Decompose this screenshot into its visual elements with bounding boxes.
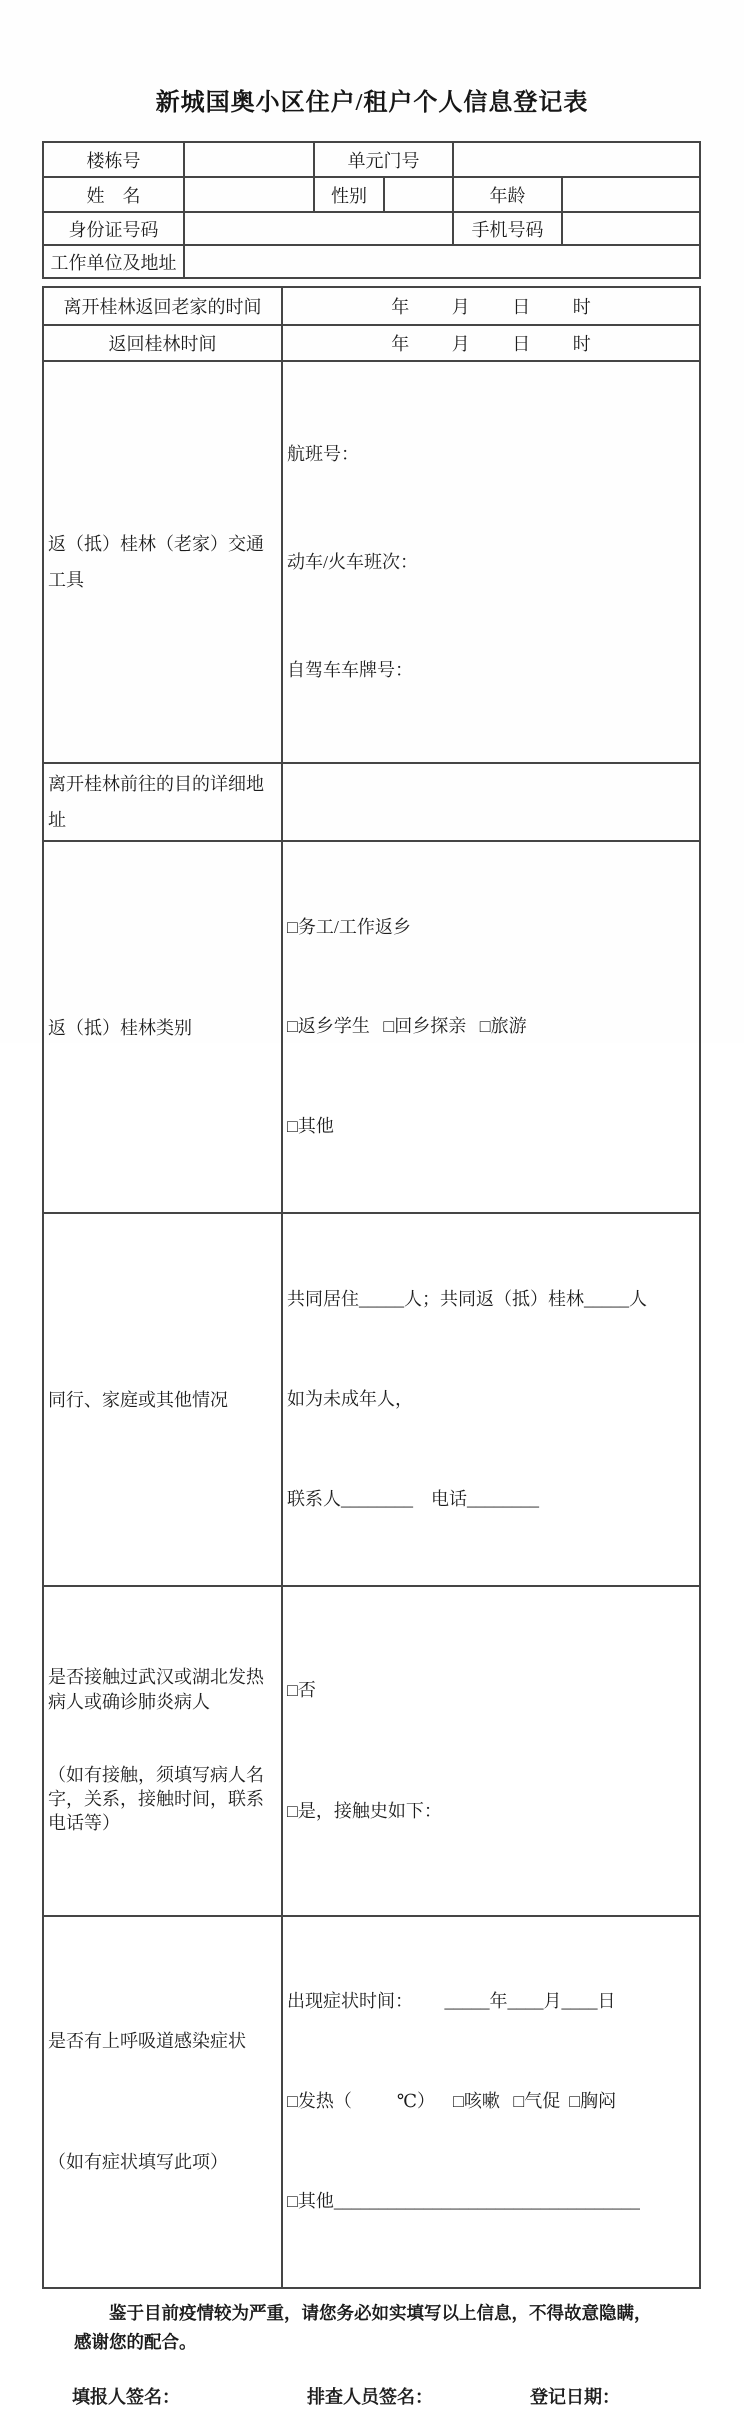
table-row [43,287,700,325]
transport-label: 返（抵）桂林（老家）交通工具 [43,361,282,763]
return-time-label: 返回桂林时间 [43,325,282,361]
table-row [43,763,700,841]
category-label: 返（抵）桂林类别 [43,841,282,1213]
category-options-cell [282,841,700,1213]
gender-value-cell [384,177,453,212]
work-address-value-cell [184,245,700,278]
symptom-checkbox-line: □发热（ ℃） □咳嗽 □气促 □胸闷 [287,2091,617,2112]
companion-label: 同行、家庭或其他情况 [43,1213,282,1585]
table-row [43,325,700,361]
contact-history-label-note: （如有接触，须填写病人名字，关系，接触时间，联系电话等） [48,1764,264,1834]
mobile-value-cell [562,212,700,245]
category-option-other: □其他 [287,1116,334,1137]
travel-health-table [42,286,701,2289]
table-row [43,212,700,245]
table-row [43,1586,700,1916]
leave-time-label: 离开桂林返回老家的时间 [43,287,282,325]
symptom-label-note: （如有症状填写此项） [48,2152,228,2173]
contact-history-options-cell [282,1586,700,1916]
symptom-value-cell [282,1916,700,2288]
symptom-label [43,1916,282,2288]
destination-value-cell [282,763,700,841]
contact-person-line: 联系人________ 电话________ [287,1488,539,1509]
contact-history-label-main: 是否接触过武汉或湖北发热病人或确诊肺炎病人 [48,1667,264,1712]
register-date-label: 登记日期： [530,2386,620,2407]
reporter-signature-label: 填报人签名： [72,2386,180,2407]
destination-label: 离开桂林前往的目的详细地址 [43,763,282,841]
name-label: 姓 名 [43,177,184,212]
work-address-label: 工作单位及地址 [43,245,184,278]
companion-count-line: 共同居住_____人；共同返（抵）桂林_____人 [287,1288,647,1309]
flight-no-line: 航班号： [287,444,359,464]
return-time-value: 年 月 日 时 [282,325,700,361]
id-number-label: 身份证号码 [43,212,184,245]
leave-time-value: 年 月 日 时 [282,287,700,325]
category-option-work: □务工/工作返乡 [287,916,411,937]
page-title: 新城国奥小区住户/租户个人信息登记表 [155,90,589,116]
unit-no-label: 单元门号 [314,142,453,177]
table-row [43,841,700,1213]
contact-history-label [43,1586,282,1916]
train-no-line: 动车/火车班次： [287,552,419,572]
building-no-value-cell [184,142,314,177]
table-row [43,361,700,763]
name-value-cell [184,177,314,212]
table-row [43,177,700,212]
mobile-label: 手机号码 [453,212,562,245]
building-no-label: 楼栋号 [43,142,184,177]
id-number-value-cell [184,212,453,245]
category-option-student-visit-travel: □返乡学生 □回乡探亲 □旅游 [287,1016,527,1037]
gender-label: 性别 [314,177,384,212]
contact-option-no: □否 [287,1679,316,1700]
basic-info-table [42,141,701,279]
unit-no-value-cell [453,142,700,177]
minor-note-line: 如为未成年人， [287,1388,413,1409]
signature-row [0,2383,744,2409]
inspector-signature-label: 排查人员签名： [307,2386,433,2407]
symptom-other-line: □其他__________________________________ [287,2190,640,2211]
age-value-cell [562,177,700,212]
age-label: 年龄 [453,177,562,212]
table-row [43,142,700,177]
companion-value-cell [282,1213,700,1585]
transport-value-cell [282,361,700,763]
table-row [43,1916,700,2288]
contact-option-yes: □是，接触史如下： [287,1801,442,1822]
symptom-onset-line: 出现症状时间： _____年____月____日 [287,1991,616,2012]
table-row [43,1213,700,1585]
table-row [43,245,700,278]
symptom-label-main: 是否有上呼吸道感染症状 [48,2030,246,2051]
footer-note: 鉴于目前疫情较为严重，请您务必如实填写以上信息，不得故意隐瞒，感谢您的配合。 [74,2302,652,2352]
car-plate-line: 自驾车车牌号： [287,660,413,680]
